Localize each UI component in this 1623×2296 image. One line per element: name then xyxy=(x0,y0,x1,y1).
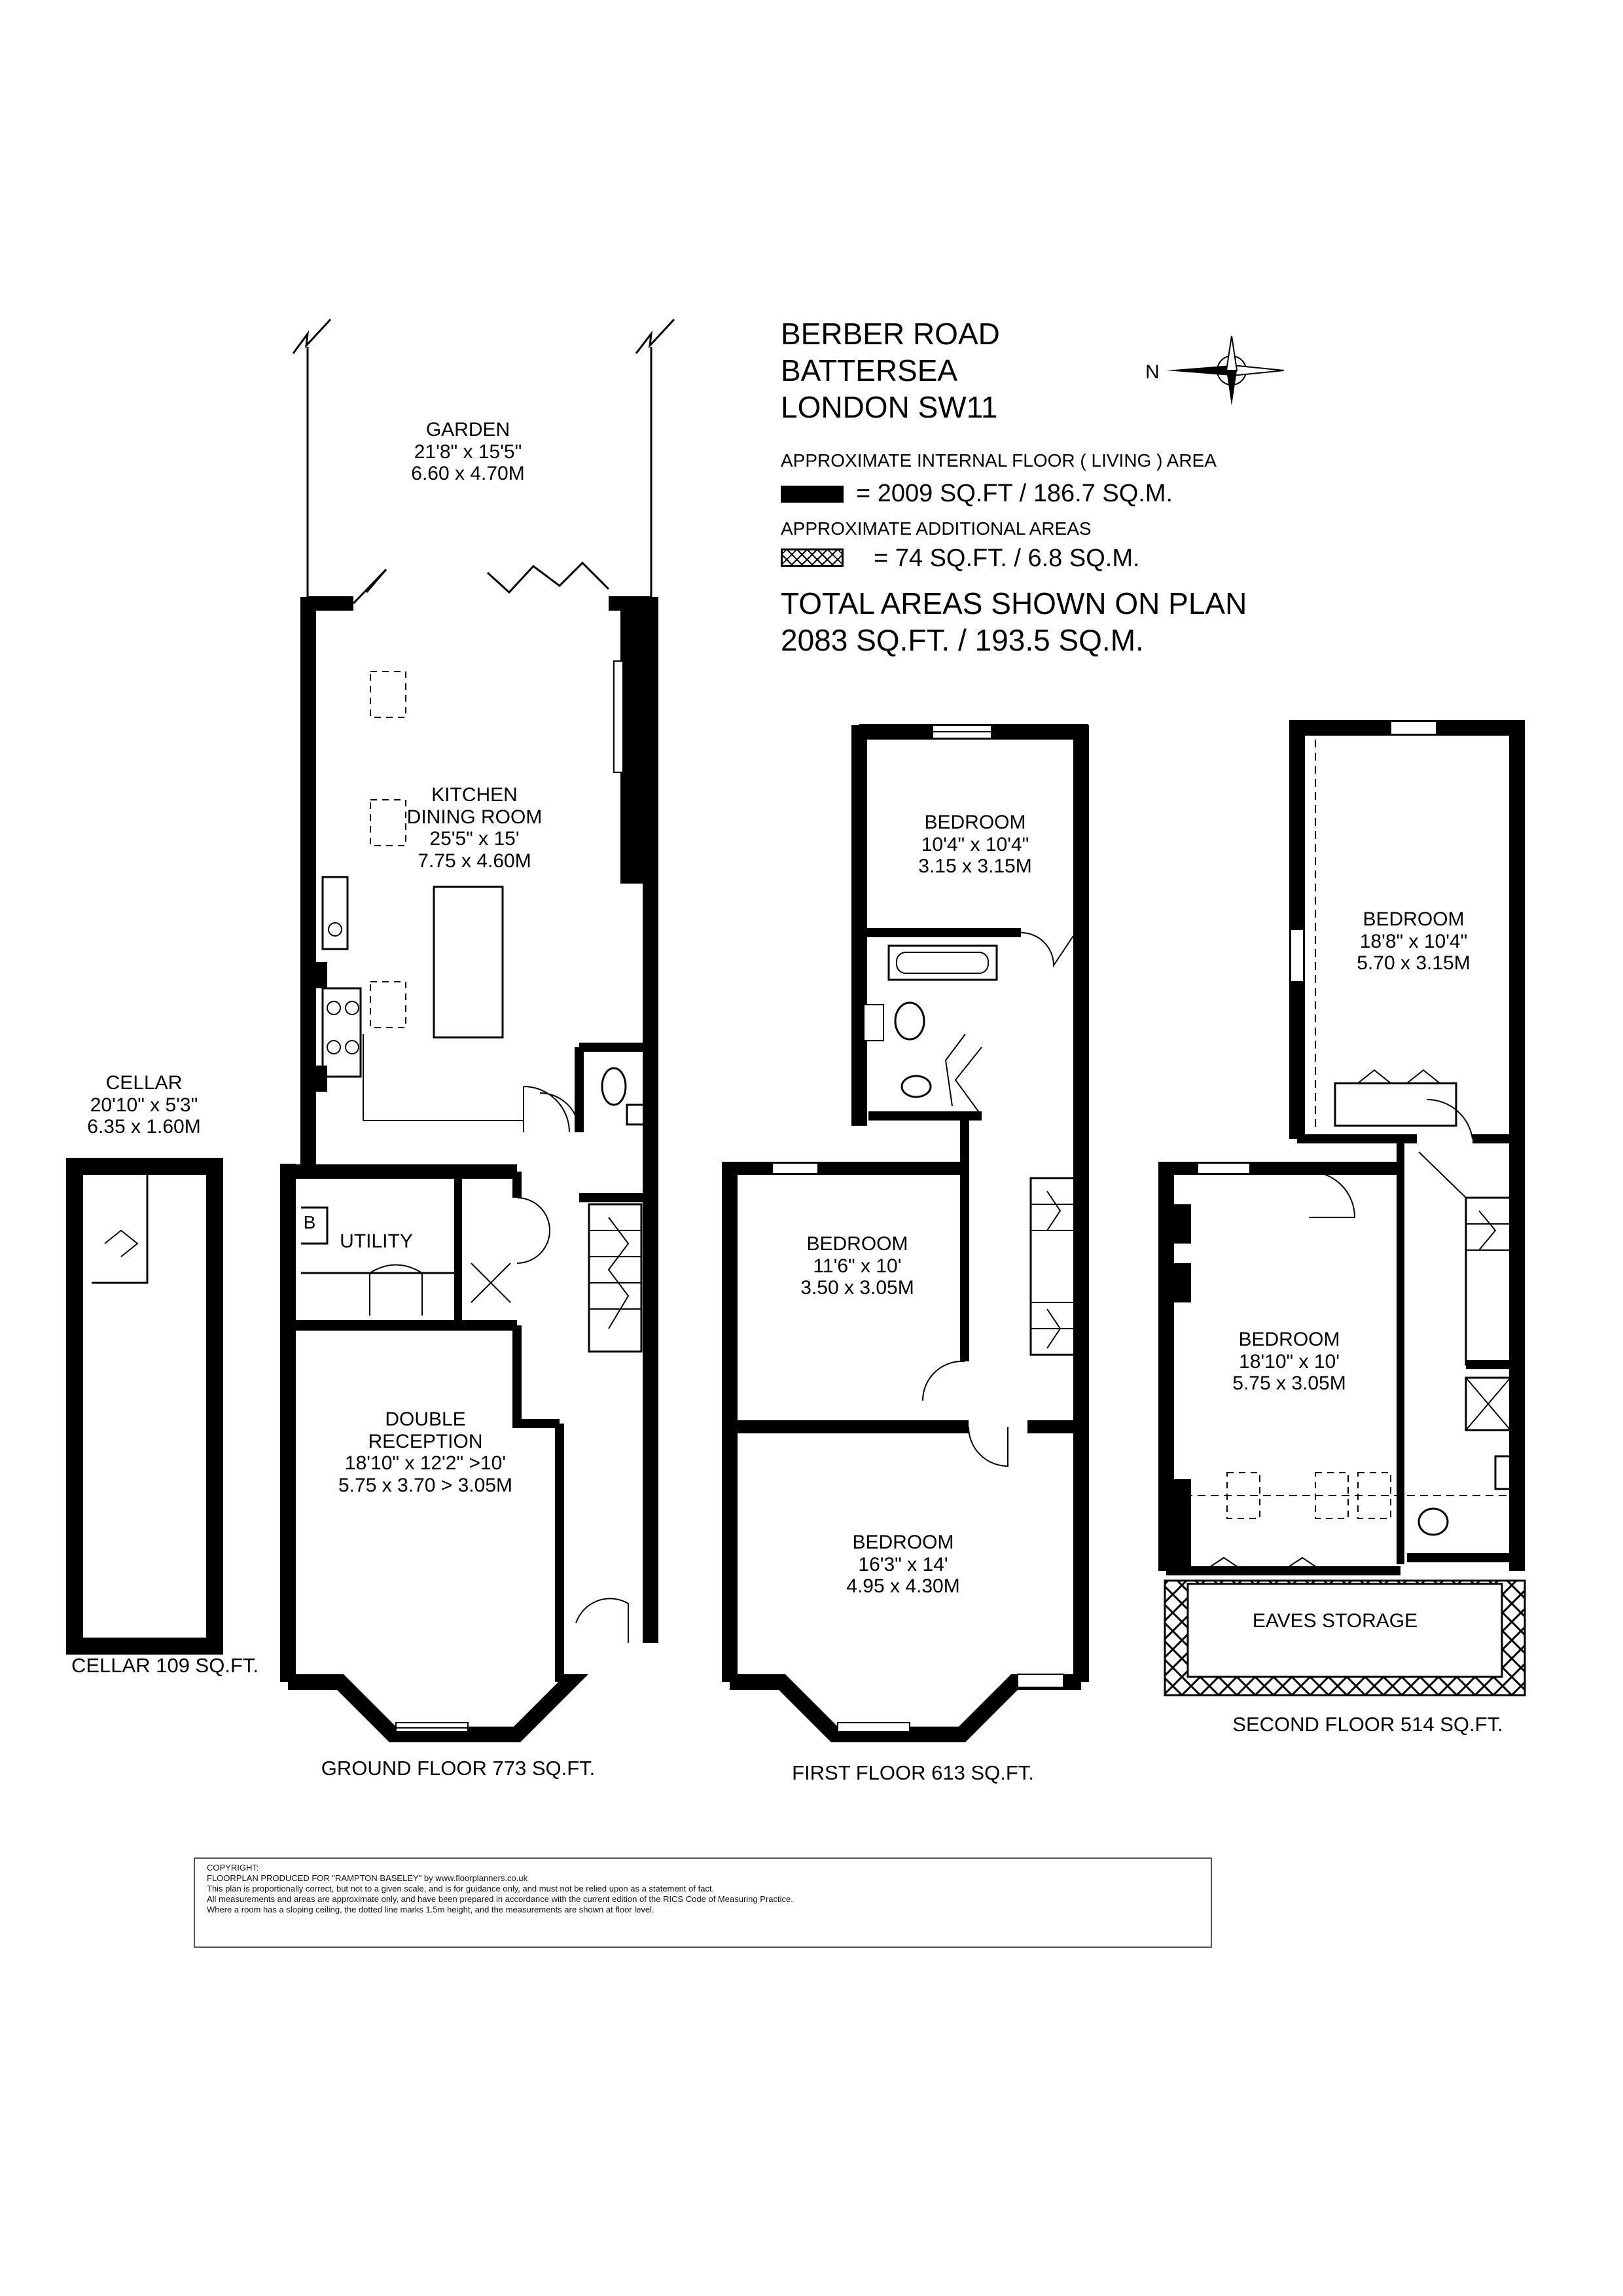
room-label-second-floor-rear-bedroom: BEDROOM 18'8" x 10'4" 5.70 x 3.15M xyxy=(1357,908,1471,975)
copyright-notice xyxy=(194,1857,1212,1948)
copyright-line-3: This plan is proportionally correct, but not to a given scale, and is for guidance only, and must not be relied upon as a statement of fact. xyxy=(207,1884,715,1893)
room-label-first-floor-rear-bedroom: BEDROOM 10'4" x 10'4" 3.15 x 3.15M xyxy=(918,812,1032,878)
address-line-3: LONDON SW11 xyxy=(781,390,998,424)
total-area-label: TOTAL AREAS SHOWN ON PLAN xyxy=(781,586,1247,620)
room-label-eaves-storage: EAVES STORAGE xyxy=(1252,1610,1418,1632)
compass-north-label: N xyxy=(1145,361,1160,383)
copyright-line-2: FLOORPLAN PRODUCED FOR "RAMPTON BASELEY" by www.floorplanners.co.uk xyxy=(207,1873,528,1883)
additional-area-label: APPROXIMATE ADDITIONAL AREAS xyxy=(781,518,1092,539)
north-compass-icon xyxy=(1140,332,1291,411)
ground-floor-plan xyxy=(280,319,674,1734)
address-line-1: BERBER ROAD xyxy=(781,317,1000,351)
room-label-first-floor-front-bedroom: BEDROOM 16'3" x 14' 4.95 x 4.30M xyxy=(846,1532,960,1598)
floor-area-second: SECOND FLOOR 514 SQ.FT. xyxy=(1232,1713,1503,1736)
living-area-legend-swatch xyxy=(781,486,844,503)
additional-area-legend-swatch xyxy=(781,548,844,567)
property-address xyxy=(781,315,1000,425)
room-label-utility: UTILITY xyxy=(340,1230,413,1252)
floor-area-cellar: CELLAR 109 SQ.FT. xyxy=(71,1654,259,1677)
cellar-plan xyxy=(75,1166,215,1646)
room-label-cellar: CELLAR 20'10" x 5'3" 6.35 x 1.60M xyxy=(87,1072,201,1138)
room-label-kitchen-dining: KITCHEN DINING ROOM 25'5" x 15' 7.75 x 4.60M xyxy=(406,784,543,872)
floor-area-first: FIRST FLOOR 613 SQ.FT. xyxy=(792,1761,1034,1784)
second-floor-plan xyxy=(1158,721,1525,1695)
address-line-2: BATTERSEA xyxy=(781,353,958,387)
room-label-second-floor-front-bedroom: BEDROOM 18'10" x 10' 5.75 x 3.05M xyxy=(1232,1329,1346,1395)
additional-area-value: = 74 SQ.FT. / 6.8 SQ.M. xyxy=(874,545,1140,572)
copyright-line-4: All measurements and areas are approximate only, and have been prepared in accordance with the current edition of the RICS Code of Measuring Practice. xyxy=(207,1894,793,1904)
total-area-value: 2083 SQ.FT. / 193.5 SQ.M. xyxy=(781,623,1144,657)
copyright-line-5: Where a room has a sloping ceiling, the dotted line marks 1.5m height, and the measurements are shown at floor level. xyxy=(207,1905,654,1914)
internal-area-value: = 2009 SQ.FT / 186.7 SQ.M. xyxy=(856,480,1173,507)
boiler-marker: B xyxy=(303,1212,316,1232)
internal-area-label: APPROXIMATE INTERNAL FLOOR ( LIVING ) AREA xyxy=(781,450,1217,471)
copyright-line-1: COPYRIGHT: xyxy=(207,1863,259,1873)
room-label-double-reception: DOUBLE RECEPTION 18'10" x 12'2" >10' 5.75 x 3.70 > 3.05M xyxy=(338,1408,512,1496)
room-label-first-floor-middle-bedroom: BEDROOM 11'6" x 10' 3.50 x 3.05M xyxy=(800,1233,914,1299)
floor-area-ground: GROUND FLOOR 773 SQ.FT. xyxy=(321,1757,596,1780)
room-label-garden: GARDEN 21'8" x 15'5" 6.60 x 4.70M xyxy=(411,419,525,485)
